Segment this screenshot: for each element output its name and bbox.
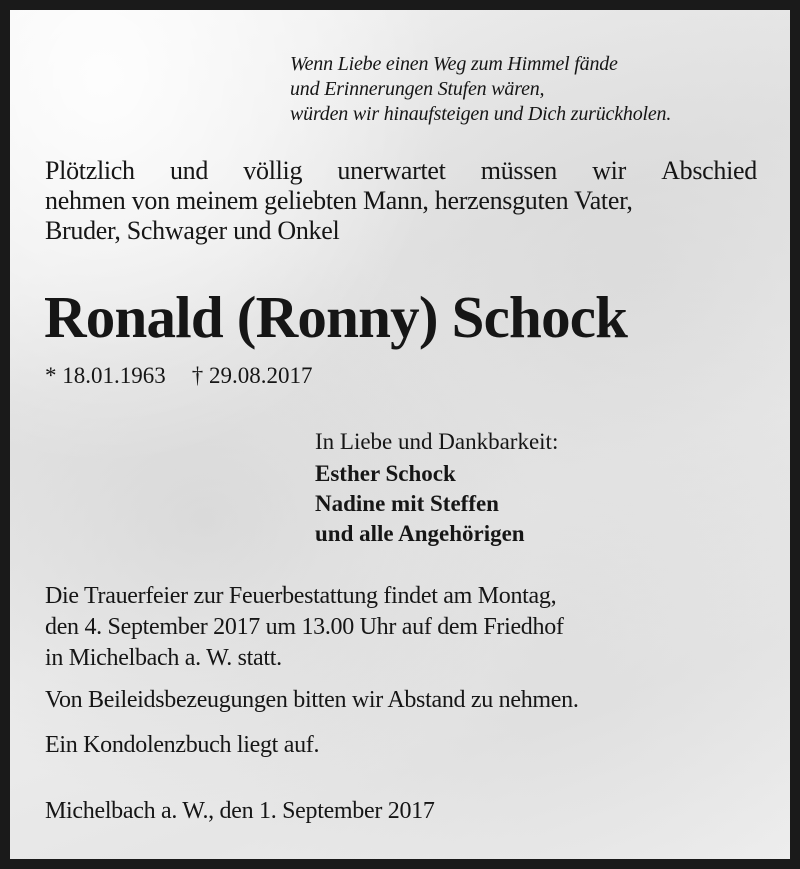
death-date: † 29.08.2017 <box>191 363 313 388</box>
condolence-request-text: Von Beileidsbezeugungen bitten wir Abstand zu nehmen. <box>45 687 579 713</box>
announcement-intro <box>45 156 757 246</box>
mourner-name: und alle Angehörigen <box>315 521 525 546</box>
intro-word: Abschied <box>661 156 757 185</box>
intro-word: und <box>169 156 209 185</box>
intro-word: wir <box>592 156 626 185</box>
intro-word: völlig <box>243 156 303 185</box>
intro-word: Plötzlich <box>45 156 135 185</box>
service-line: Die Trauerfeier zur Feuerbestattung findet am Montag, <box>45 583 557 609</box>
mourners-lead: In Liebe und Dankbarkeit: <box>315 429 559 454</box>
deceased-name: Ronald (Ronny) Schock <box>44 284 628 350</box>
mourners-block <box>315 428 558 549</box>
mourner-name: Esther Schock <box>315 461 456 486</box>
poem-line: würden wir hinaufsteigen und Dich zurückholen. <box>290 103 672 125</box>
mourner-name: Nadine mit Steffen <box>315 491 499 516</box>
condolence-book <box>45 730 319 760</box>
birth-date: * 18.01.1963 <box>45 363 166 388</box>
poem-line: und Erinnerungen Stufen wären, <box>290 78 545 100</box>
service-line: in Michelbach a. W. statt. <box>45 645 282 671</box>
place-and-date: Michelbach a. W., den 1. September 2017 <box>45 798 435 824</box>
mourners-names <box>315 459 558 549</box>
obituary-notice <box>10 10 790 859</box>
intro-word: müssen <box>480 156 557 185</box>
funeral-service-info <box>45 581 564 674</box>
intro-line-justified <box>45 156 757 186</box>
intro-line: Bruder, Schwager und Onkel <box>45 216 340 245</box>
intro-line: nehmen von meinem geliebten Mann, herzensguten Vater, <box>45 186 633 215</box>
condolence-book-text: Ein Kondolenzbuch liegt auf. <box>45 732 320 758</box>
condolence-request <box>45 685 579 715</box>
life-dates <box>45 362 313 390</box>
service-line: den 4. September 2017 um 13.00 Uhr auf dem Friedhof <box>45 614 564 640</box>
intro-word: unerwartet <box>337 156 446 185</box>
poem-line: Wenn Liebe einen Weg zum Himmel fände <box>290 53 618 75</box>
memorial-poem <box>290 52 671 127</box>
